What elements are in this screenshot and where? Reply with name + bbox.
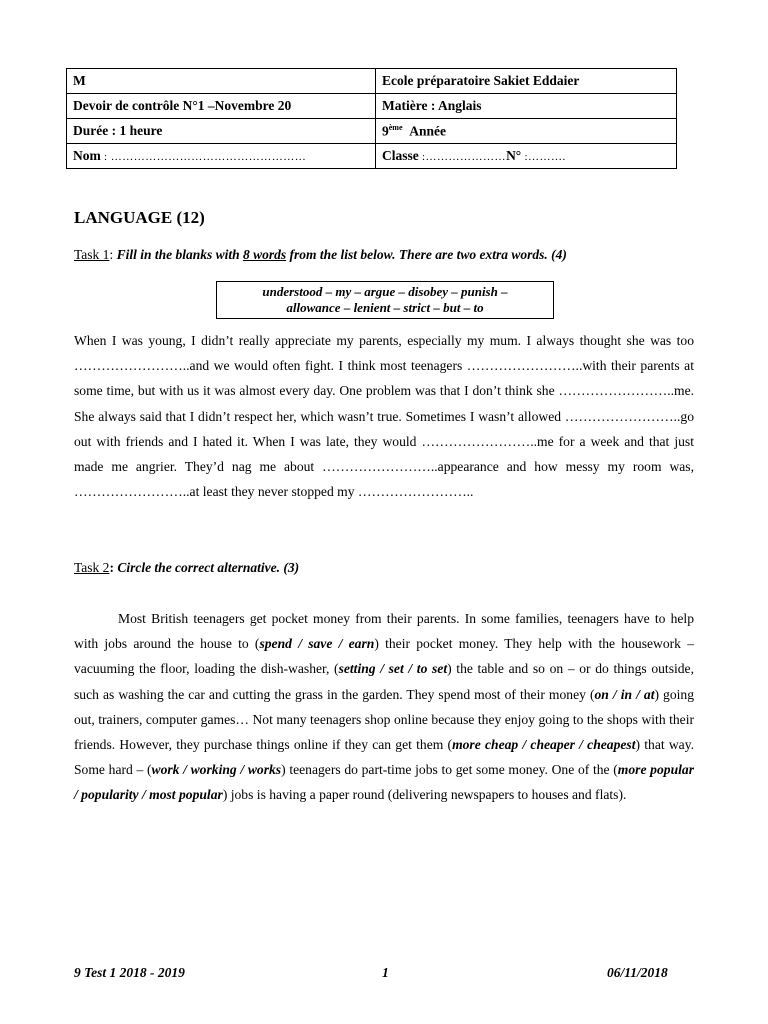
task2-instruction: Circle the correct alternative. (3) bbox=[113, 560, 300, 575]
text-segment: Most British teenagers get pocket money from their parents. In some families, teenagers have to help with jobs around the house to ( bbox=[74, 611, 694, 652]
footer-page-number: 1 bbox=[382, 965, 389, 980]
task1-label: Task 1 bbox=[74, 247, 110, 262]
task2-colon: : bbox=[109, 560, 114, 575]
text-segment: ) jobs is having a paper round (delivering newspapers to houses and flats). bbox=[222, 787, 627, 803]
name-dots: : …………………………………………… bbox=[100, 151, 307, 163]
footer-test-label: 9 Test 1 2018 - 2019 bbox=[74, 965, 185, 980]
option-group-1[interactable]: spend / save / earn bbox=[259, 636, 375, 652]
footer-date: 06/11/2018 bbox=[607, 965, 668, 980]
task2-heading bbox=[74, 560, 299, 576]
text-segment: ) their pocket money. They help with the housework – vacuuming the floor, loading the dish-washer, ( bbox=[74, 636, 694, 677]
class-label: Classe bbox=[382, 148, 419, 163]
grade bbox=[376, 119, 677, 144]
option-group-6[interactable]: more popular / popularity / most popular bbox=[74, 762, 694, 803]
text-segment: ) going out, trainers, computer games… Not many teenagers shop online because they enjoy going to the shops with their friends. However, they purchase things online if they can get them ( bbox=[74, 686, 694, 753]
name-field bbox=[67, 144, 376, 169]
subject: Matière : Anglais bbox=[376, 94, 677, 119]
option-group-4[interactable]: more cheap / cheaper / cheapest bbox=[452, 737, 636, 753]
option-group-5[interactable]: work / working / works bbox=[151, 762, 282, 778]
task1-instruction-a: Fill in the blanks with bbox=[113, 247, 243, 262]
word-list-line-2: allowance – lenient – strict – but – to bbox=[286, 300, 484, 315]
option-group-3[interactable]: on / in / at bbox=[594, 686, 655, 702]
number-dots: :………. bbox=[521, 151, 566, 163]
text-segment: ) the table and so on – or do things outside, such as washing the car and cutting the grass in the garden. They spend most of their money ( bbox=[74, 661, 694, 702]
name-label: Nom bbox=[73, 148, 101, 163]
grade-text: Année bbox=[409, 123, 447, 139]
duration: Durée : 1 heure bbox=[67, 119, 376, 144]
word-list-box bbox=[216, 281, 554, 319]
class-dots: :………………… bbox=[418, 151, 507, 163]
word-list-line-1: understood – my – argue – disobey – punish – bbox=[262, 284, 508, 299]
exam-title: Devoir de contrôle N°1 –Novembre 20 bbox=[67, 94, 376, 119]
task1-paragraph: When I was young, I didn’t really appreciate my parents, especially my mum. I always thought she was too ……………………..and we would often fight. I think most teenagers ……………………..with their parents at some time, but with us it was almost every day. One problem was that I don’t think she ……………………..me. She always said that I didn’t respect her, which wasn’t true. Sometimes I wasn’t allowed ……………………..go out with friends and I hated it. When I was late, they would ……………………..me for a week and that just made me angrier. They’d nag me about ……………………..appearance and how messy my room was, ……………………..at least they never stopped my …………………….. bbox=[74, 333, 694, 500]
task2-paragraph bbox=[74, 606, 694, 808]
option-group-2[interactable]: setting / set / to set bbox=[338, 661, 448, 677]
text-segment: ) teenagers do part-time jobs to get some money. One of the ( bbox=[281, 762, 618, 778]
task1-colon: : bbox=[109, 247, 114, 262]
task1-instruction-b: from the list below. There are two extra words. (4) bbox=[286, 247, 567, 262]
number-label: N° bbox=[506, 148, 522, 163]
grade-number: 9 bbox=[382, 123, 389, 139]
task1-heading bbox=[74, 247, 567, 263]
header-table bbox=[66, 68, 677, 169]
grade-sup: ème bbox=[388, 122, 403, 132]
class-field bbox=[376, 144, 677, 169]
section-title: LANGUAGE (12) bbox=[74, 208, 205, 227]
task2-label: Task 2 bbox=[74, 560, 110, 575]
task1-instruction-underlined: 8 words bbox=[243, 247, 287, 262]
school-name: Ecole préparatoire Sakiet Eddaier bbox=[376, 69, 677, 94]
school-code: M bbox=[67, 69, 376, 94]
text-segment: ) that way. Some hard – ( bbox=[74, 737, 695, 778]
